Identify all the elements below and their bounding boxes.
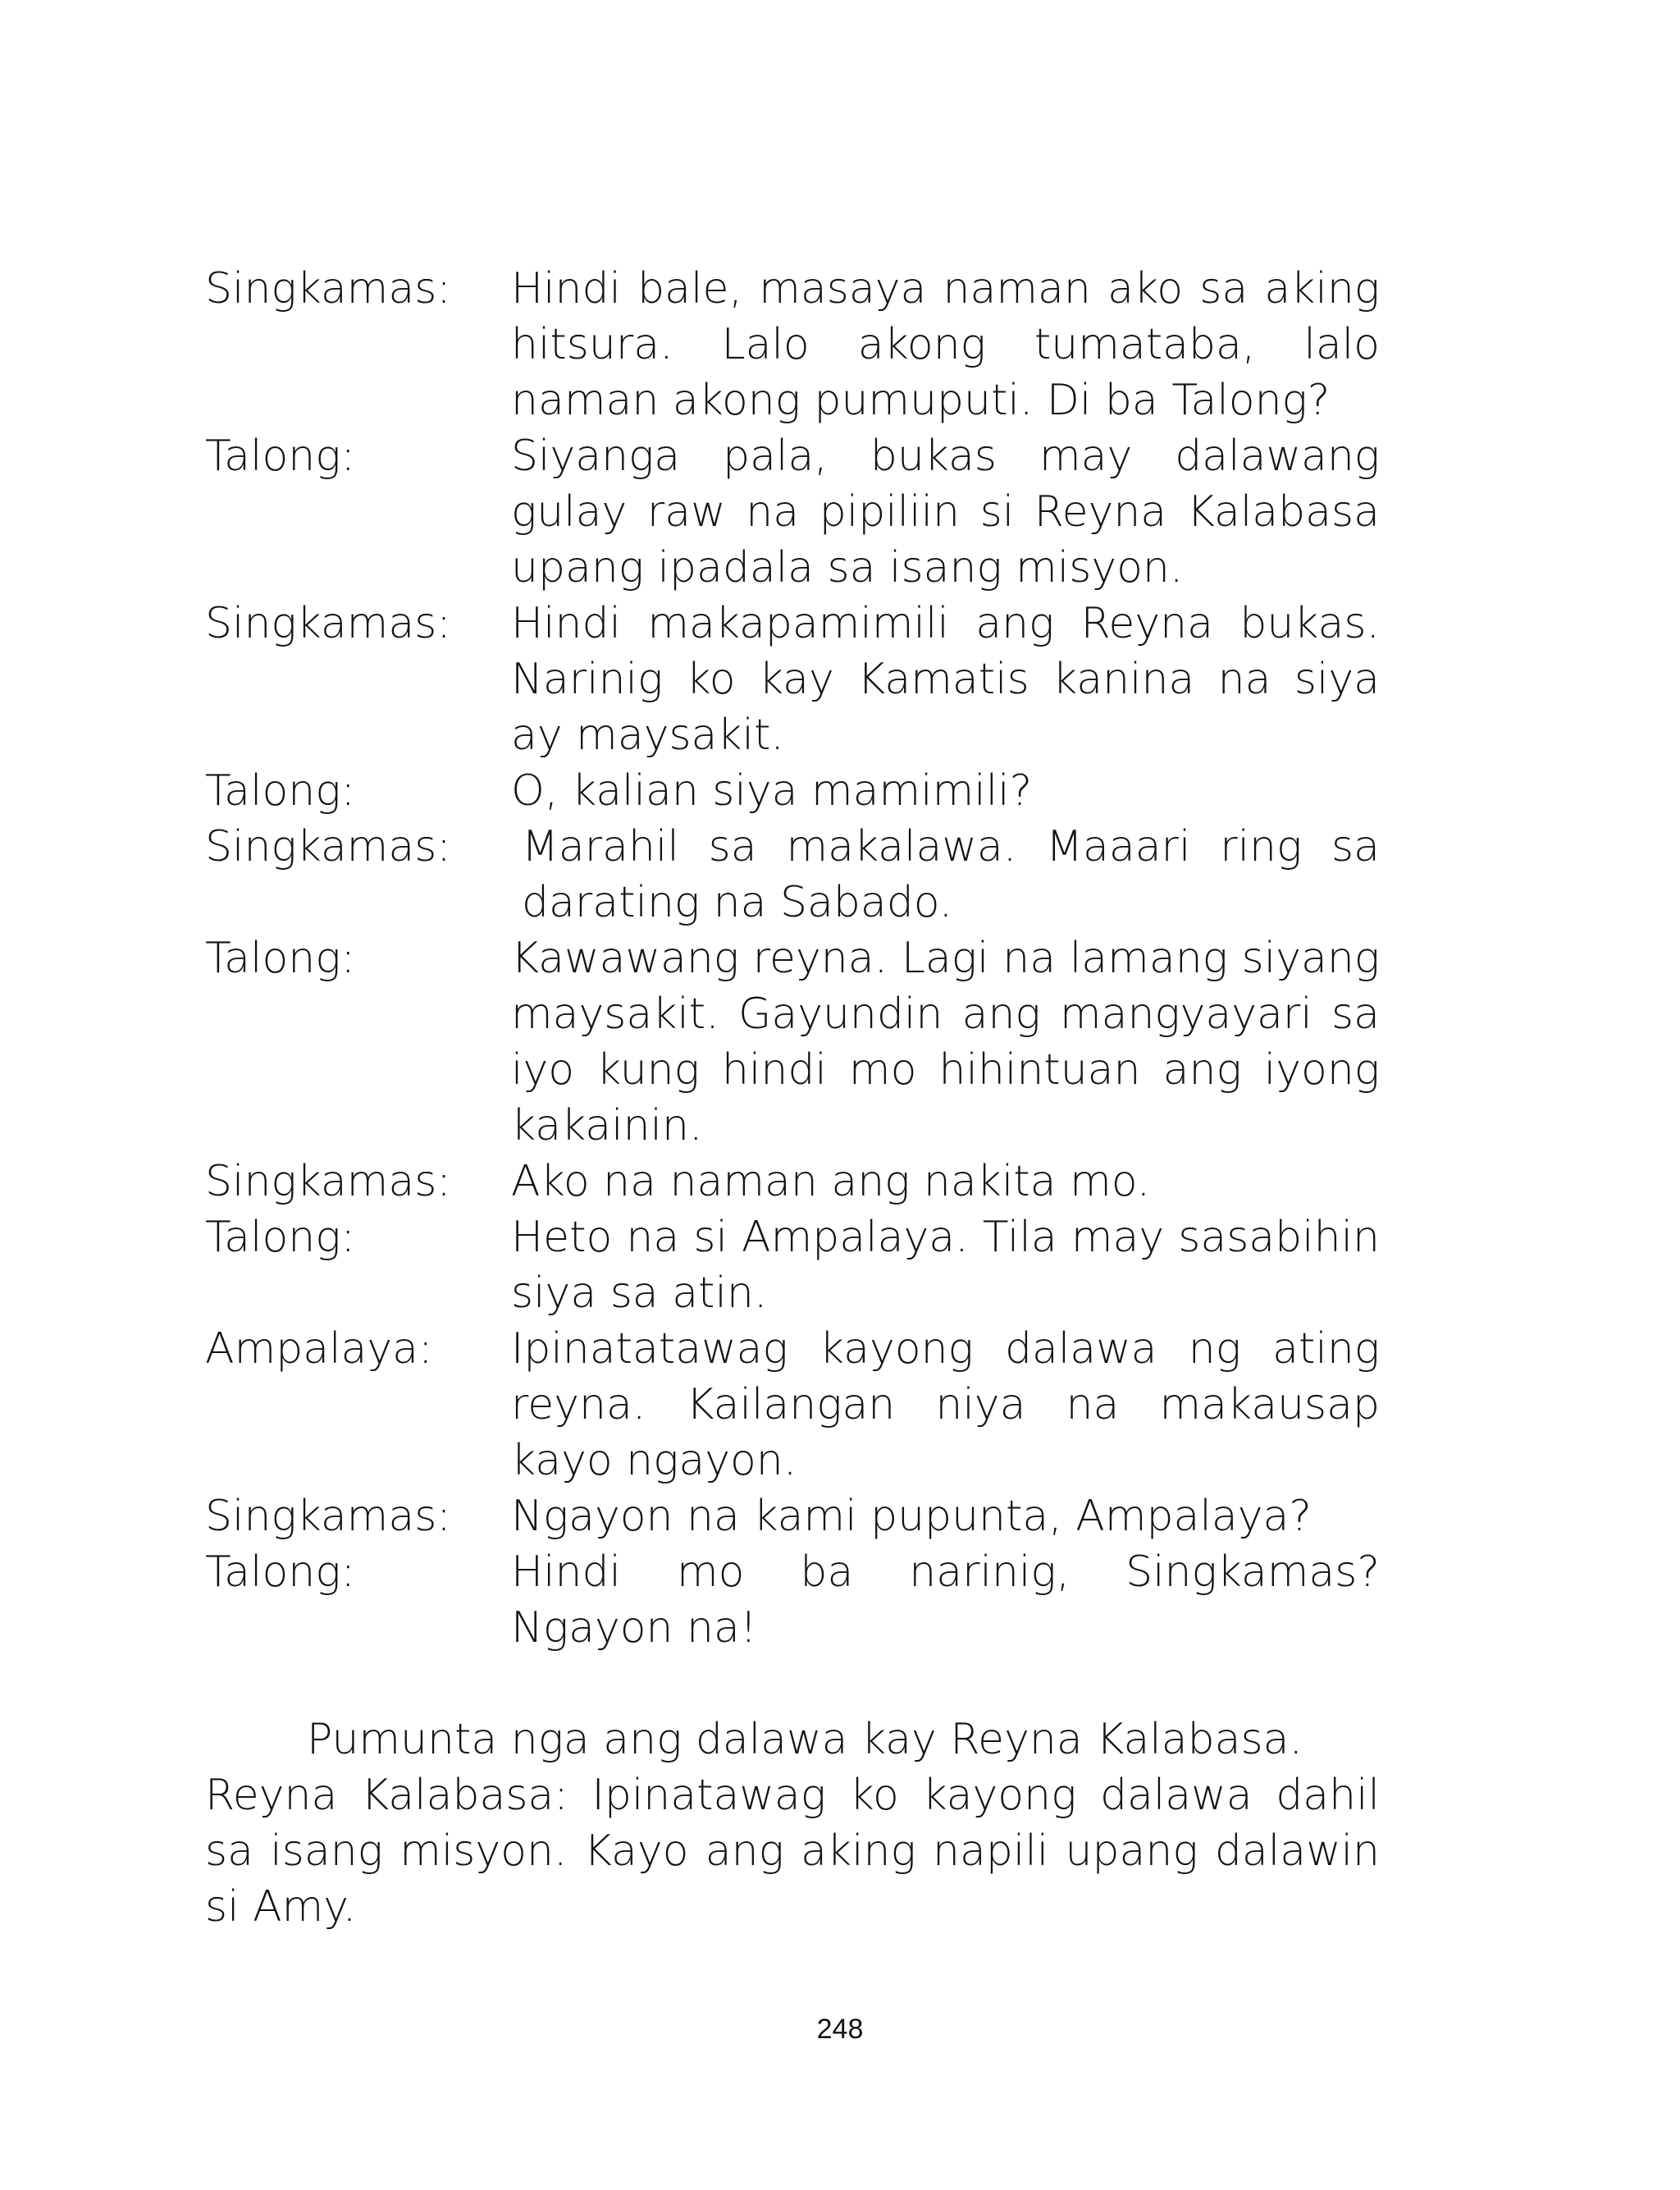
speaker-name: Ampalaya:	[205, 1324, 433, 1374]
document-page	[205, 261, 1380, 1935]
dialogue-line: Ako na naman ang nakita mo.	[511, 1157, 1151, 1206]
speaker-name: Talong:	[205, 766, 355, 816]
dialogue-row	[205, 1154, 1380, 1209]
dialogue-row	[205, 763, 1380, 819]
dialogue-row	[205, 1209, 1380, 1321]
dialogue-row	[205, 930, 1380, 1154]
speaker-name: Singkamas:	[205, 1157, 451, 1206]
dialogue-line: Marahil sa makalawa. Maaari ring sa darating na Sabado.	[522, 822, 1380, 927]
dialogue-line: Hindi makapamimili ang Reyna bukas. Narinig ko kay Kamatis kanina na siya ay maysakit.	[511, 599, 1380, 760]
speaker-name: Talong:	[205, 1548, 355, 1597]
dialogue-row	[205, 1321, 1380, 1488]
dialogue-line: Ngayon na kami pupunta, Ampalaya?	[511, 1492, 1312, 1541]
closing-paragraph: Reyna Kalabasa: Ipinatawag ko kayong dalawa dahil sa isang misyon. Kayo ang aking napili upang dalawin si Amy.	[205, 1771, 1380, 1932]
speaker-name: Singkamas:	[205, 1492, 451, 1541]
dialogue-row	[205, 596, 1380, 763]
page-number: 248	[816, 2014, 864, 2045]
dialogue-row	[205, 1488, 1380, 1544]
narration-paragraph: Pumunta nga ang dalawa kay Reyna Kalabasa.	[307, 1715, 1303, 1764]
speaker-name: Singkamas:	[205, 264, 451, 313]
dialogue-line: Hindi bale, masaya naman ako sa aking hitsura. Lalo akong tumataba, lalo naman akong pumuputi. Di ba Talong?	[511, 264, 1380, 425]
dialogue-line: Ipinatatawag kayong dalawa ng ating reyna. Kailangan niya na makausap kayo ngayon.	[511, 1324, 1380, 1485]
dialogue-row	[205, 261, 1380, 428]
speaker-name: Talong:	[205, 432, 355, 481]
dialogue-line: O, kalian siya mamimili?	[511, 766, 1033, 816]
dialogue-line: Siyanga pala, bukas may dalawang gulay raw na pipiliin si Reyna Kalabasa upang ipadala sa isang misyon.	[511, 432, 1380, 592]
dialogue-row	[205, 1544, 1380, 1656]
dialogue-line: Hindi mo ba narinig, Singkamas? Ngayon na!	[511, 1548, 1380, 1653]
speaker-name: Talong:	[205, 1213, 355, 1262]
speaker-name: Singkamas:	[205, 599, 451, 648]
speaker-name: Singkamas:	[205, 822, 451, 871]
dialogue-row	[205, 428, 1380, 596]
dialogue-row	[205, 819, 1380, 930]
speaker-name: Talong:	[205, 934, 355, 983]
dialogue-line: Kawawang reyna. Lagi na lamang siyang maysakit. Gayundin ang mangyayari sa iyo kung hindi mo hihintuan ang iyong kakainin.	[511, 934, 1380, 1150]
dialogue-line: Heto na si Ampalaya. Tila may sasabihin siya sa atin.	[511, 1213, 1380, 1318]
